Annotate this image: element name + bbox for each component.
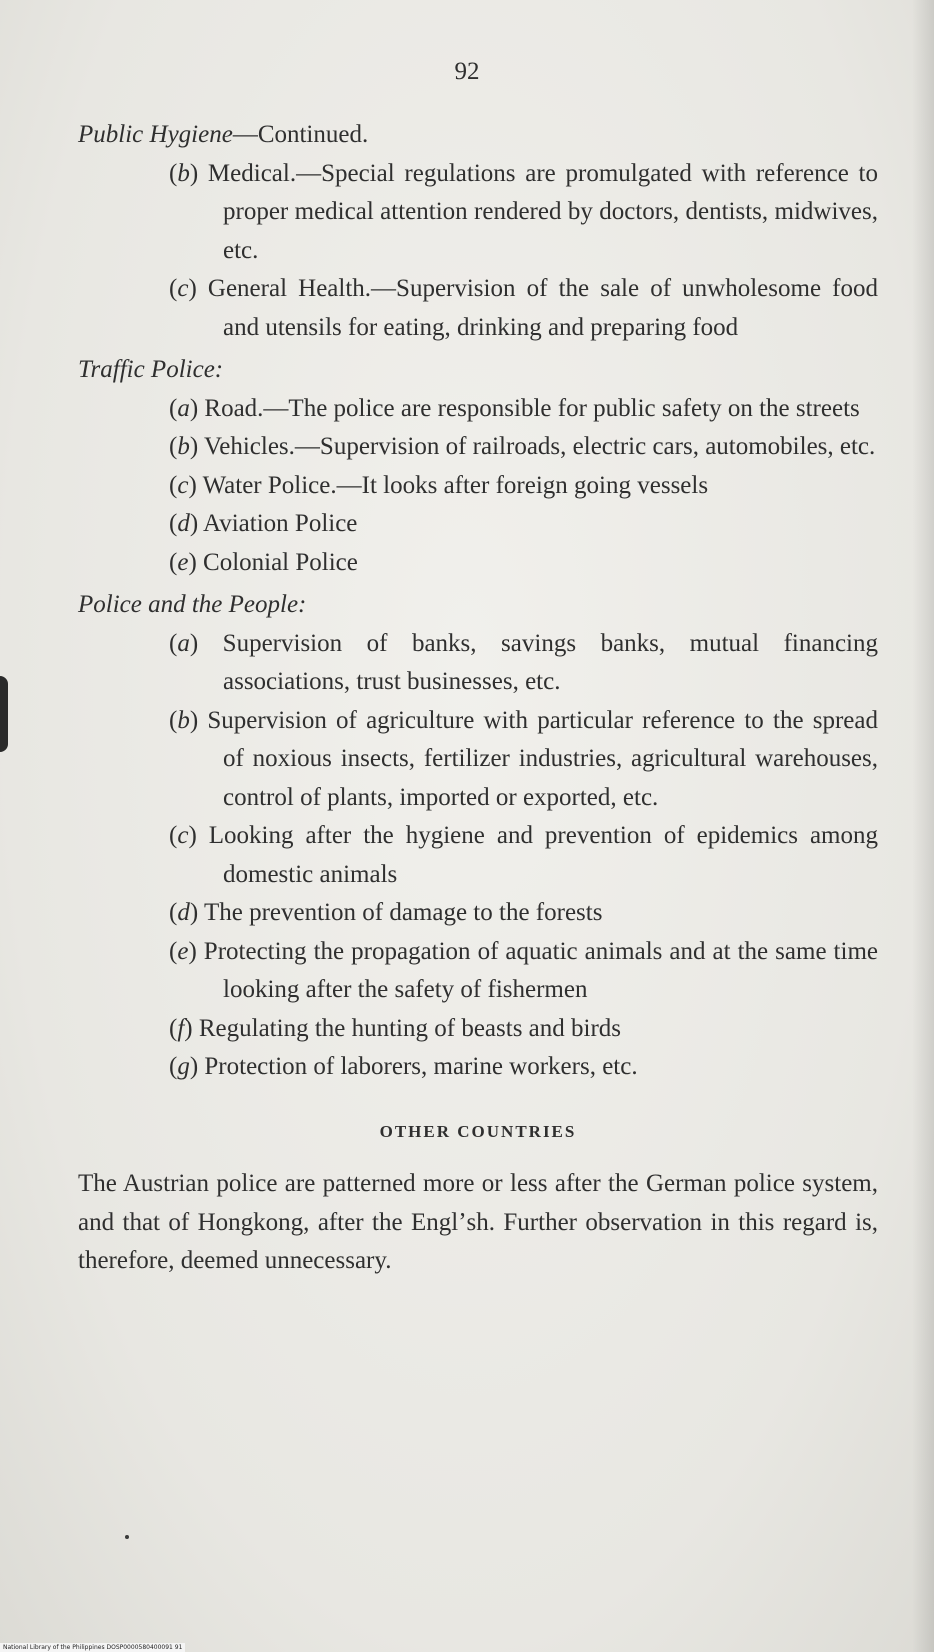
item-marker: (g) (169, 1053, 199, 1080)
section-title-other-countries: OTHER COUNTRIES (379, 1121, 577, 1141)
item-marker: (a) (169, 394, 199, 422)
item-text: Protection of laborers, marine workers, etc. (204, 1053, 638, 1080)
binding-mark (0, 676, 8, 752)
list-item (78, 390, 878, 429)
list-item (78, 817, 878, 894)
item-marker: (b) (169, 159, 199, 187)
section-heading-police-and-people: Police and the People: (78, 591, 307, 618)
list-item (78, 702, 878, 818)
heading-suffix: —Continued. (232, 121, 369, 148)
item-text: Water Police.—It looks after foreign going vessels (202, 471, 709, 499)
list-item (78, 933, 878, 1010)
page-edge-shadow (912, 0, 934, 1652)
page-body (78, 110, 878, 1281)
list-item (78, 1048, 878, 1087)
item-text: Looking after the hygiene and prevention of epidemics among domestic animals (208, 822, 878, 888)
item-text: Vehicles.—Supervision of railroads, electric cars, automobiles, etc. (203, 433, 876, 460)
item-marker: (d) (169, 899, 199, 926)
item-text: Aviation Police (203, 510, 358, 537)
list-item (78, 505, 878, 544)
item-marker: (a) (169, 629, 199, 657)
list-item (78, 270, 878, 347)
item-marker: (e) (169, 937, 197, 965)
body-paragraph: The Austrian police are patterned more or less after the German police system, and that of Hongkong, after the Englʼsh. Further observation in this regard is, therefore, deemed unnecessary. (78, 1170, 878, 1274)
item-text: Supervision of agriculture with particular reference to the spread of noxious insects, fertilizer industries, agricultural warehouses, control of plants, imported or exported, etc. (207, 706, 879, 811)
item-text: The prevention of damage to the forests (203, 899, 603, 926)
item-text: Supervision of banks, savings banks, mutual financing associations, trust businesses, etc. (222, 629, 879, 695)
item-text: Road.—The police are responsible for public safety on the streets (204, 394, 860, 422)
list-item (78, 155, 878, 271)
list-item (78, 467, 878, 506)
item-marker: (e) (169, 548, 197, 576)
list-item (78, 894, 878, 933)
page-number: 92 (454, 58, 480, 85)
speck (125, 1535, 129, 1539)
item-marker: (b) (169, 706, 199, 734)
list-item (78, 625, 878, 702)
scan-footer-label: National Library of the Philippines DOSP0000580400091 91 (0, 1643, 185, 1652)
item-text: Regulating the hunting of beasts and birds (198, 1014, 622, 1042)
item-text: Protecting the propagation of aquatic animals and at the same time looking after the safety of fishermen (203, 937, 878, 1003)
list-item (78, 428, 878, 467)
item-marker: (c) (169, 275, 197, 302)
item-marker: (b) (169, 433, 199, 460)
item-marker: (c) (169, 822, 197, 849)
list-item (78, 544, 878, 583)
item-text: General Health.—Supervision of the sale of unwholesome food and utensils for eating, drinking and preparing food (207, 275, 879, 341)
list-item (78, 1010, 878, 1049)
item-marker: (f) (169, 1014, 193, 1042)
heading-text: Public Hygiene (78, 121, 233, 148)
section-heading-traffic-police: Traffic Police: (78, 356, 224, 383)
item-marker: (d) (169, 510, 199, 537)
item-text: Medical.—Special regulations are promulgated with reference to proper medical attention rendered by doctors, dentists, midwives, etc. (207, 159, 878, 264)
item-text: Colonial Police (203, 548, 358, 576)
section-heading-public-hygiene (78, 116, 878, 155)
item-marker: (c) (169, 471, 197, 499)
